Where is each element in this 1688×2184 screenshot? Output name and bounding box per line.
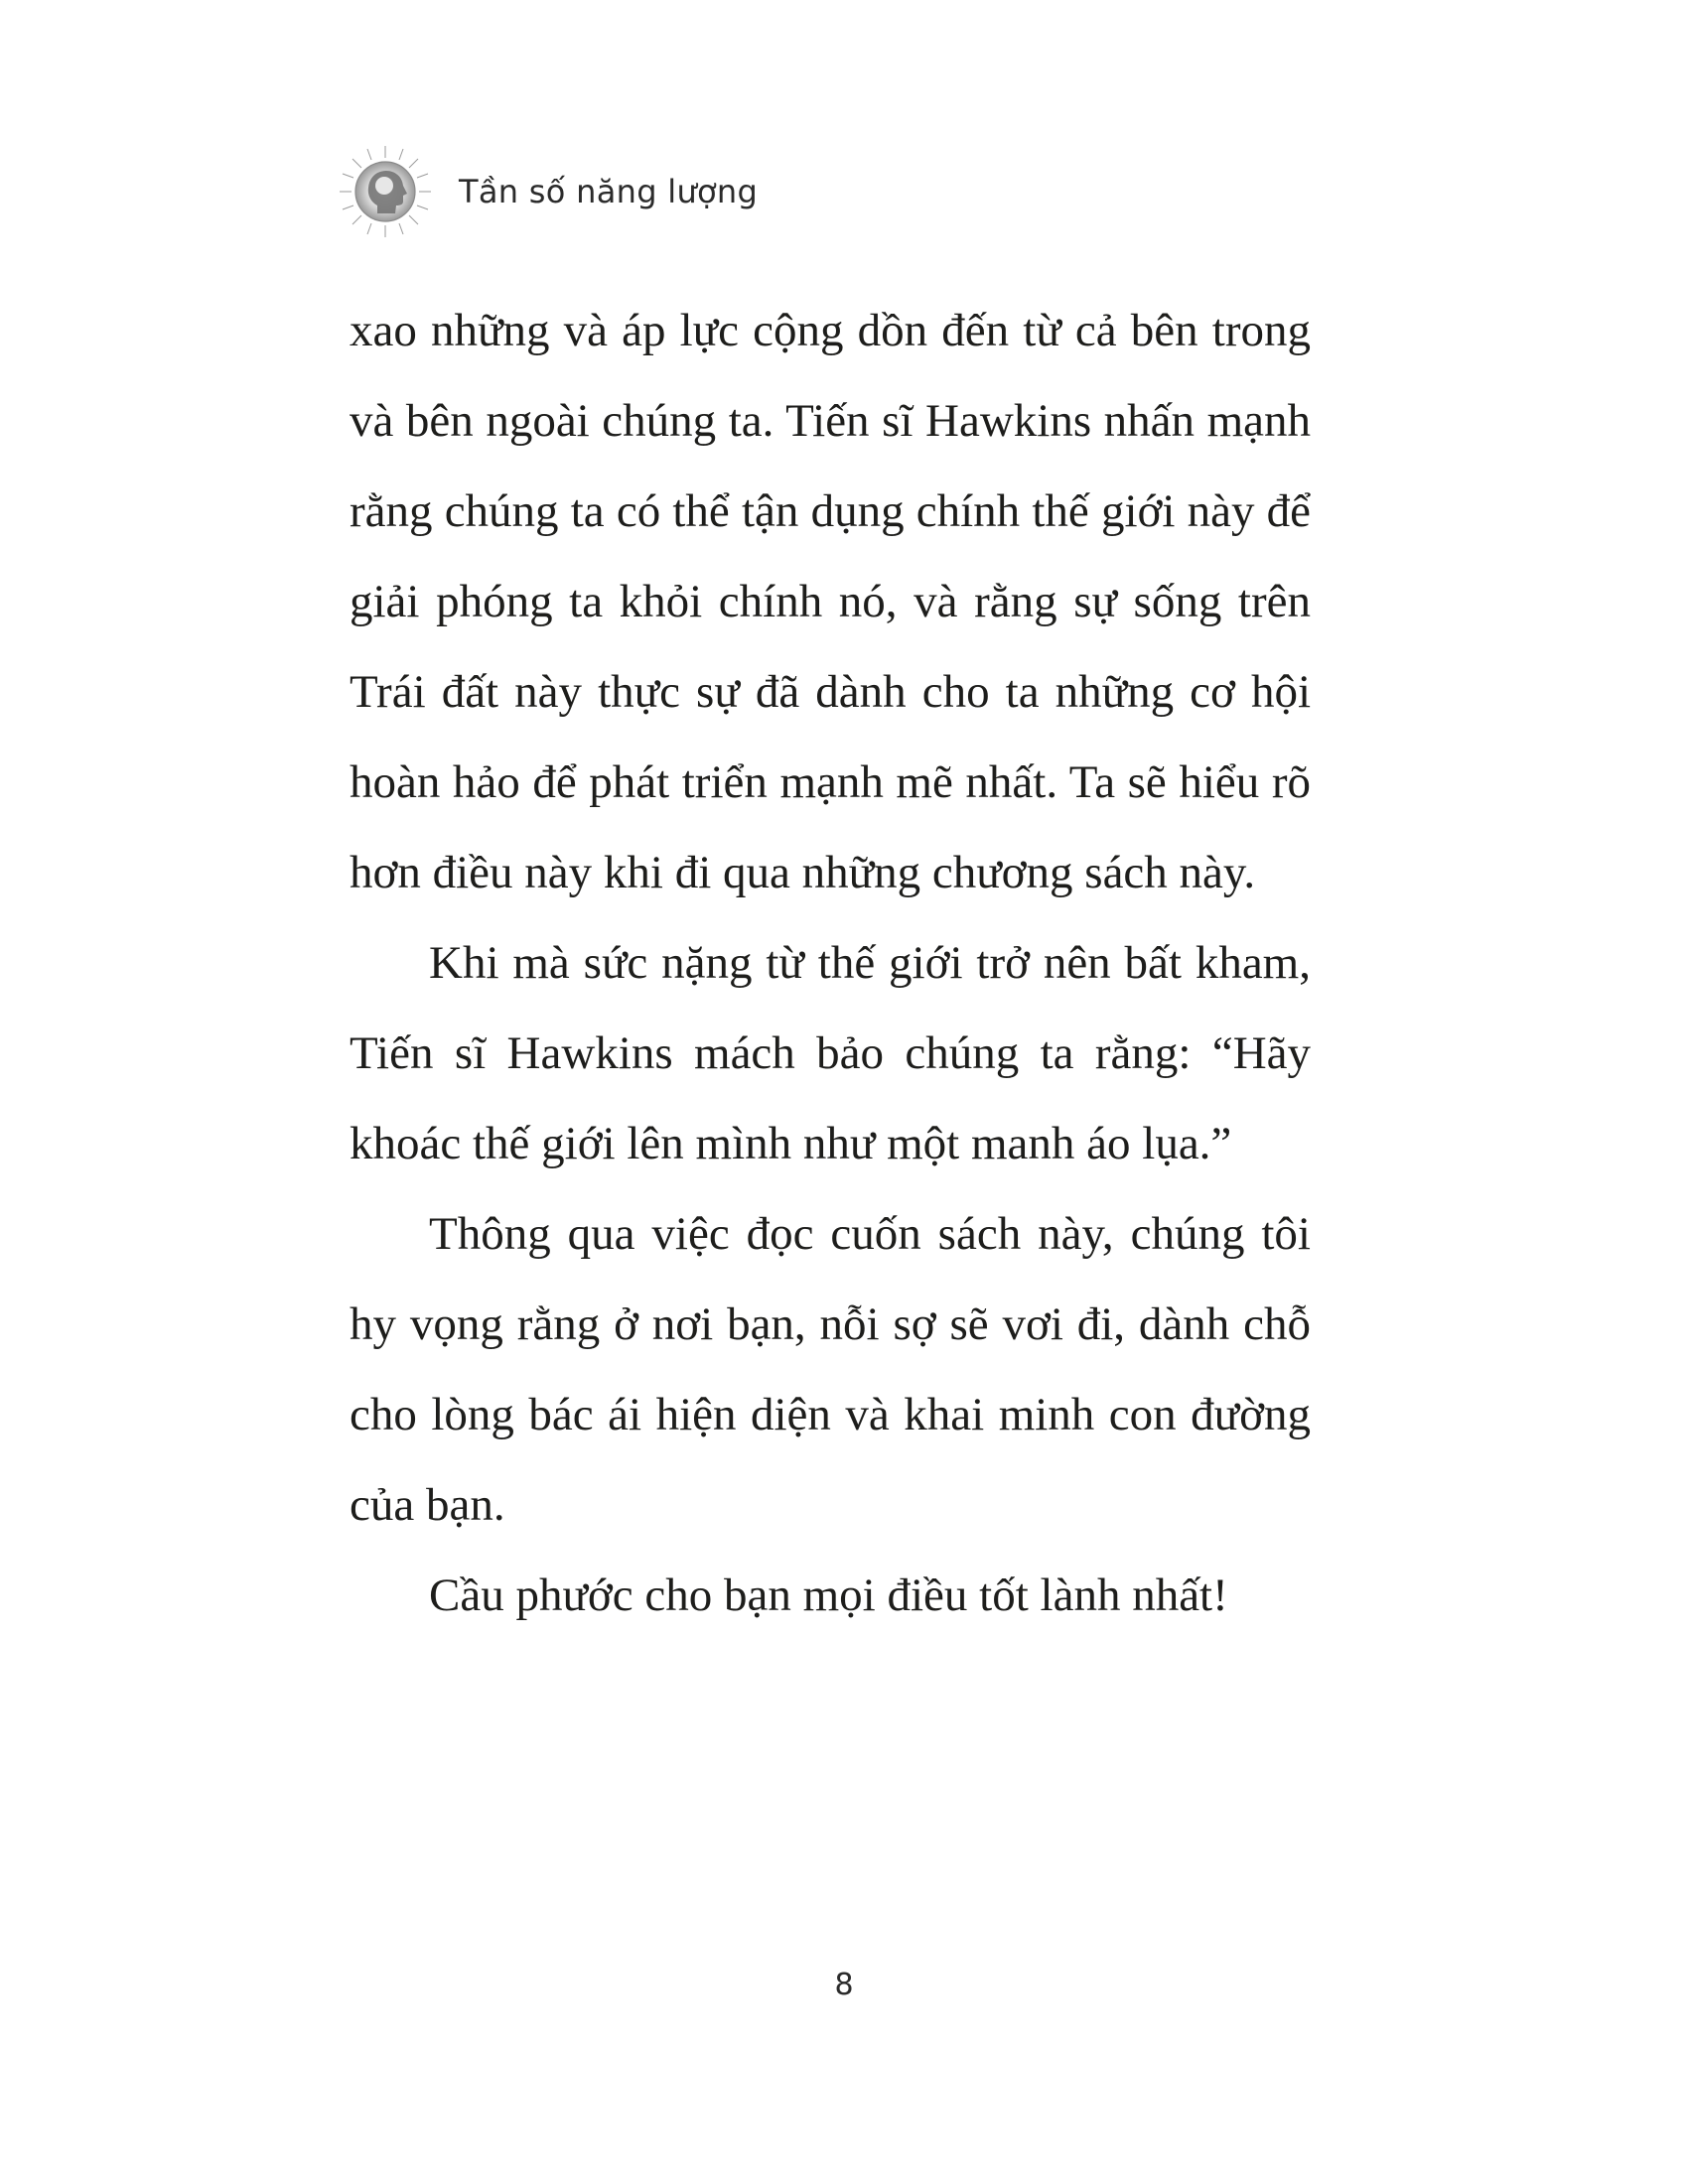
paragraph-1: xao những và áp lực cộng dồn đến từ cả bên trong và bên ngoài chúng ta. Tiến sĩ Hawkins nhấn mạnh rằng chúng ta có thể tận dụng chính thế giới này để giải phóng ta khỏi chính nó, và rằng sự sống trên Trái đất này thực sự đã dành cho ta những cơ hội hoàn hảo để phát triển mạnh mẽ nhất. Ta sẽ hiểu rõ hơn điều này khi đi qua những chương sách này. <box>350 305 1311 898</box>
running-header <box>338 144 758 239</box>
head-silhouette-icon <box>338 144 433 239</box>
paragraph-4: Cầu phước cho bạn mọi điều tốt lành nhất! <box>429 1570 1228 1621</box>
page-number: 8 <box>834 1968 854 2002</box>
paragraph-2: Khi mà sức nặng từ thế giới trở nên bất kham, Tiến sĩ Hawkins mách bảo chúng ta rằng: “Hãy khoác thế giới lên mình như một manh áo lụa.” <box>350 937 1311 1169</box>
running-head-title: Tần số năng lượng <box>459 173 759 210</box>
body-text <box>350 286 1311 1641</box>
paragraph-3: Thông qua việc đọc cuốn sách này, chúng tôi hy vọng rằng ở nơi bạn, nỗi sợ sẽ vơi đi, dành chỗ cho lòng bác ái hiện diện và khai minh con đường của bạn. <box>350 1208 1311 1531</box>
